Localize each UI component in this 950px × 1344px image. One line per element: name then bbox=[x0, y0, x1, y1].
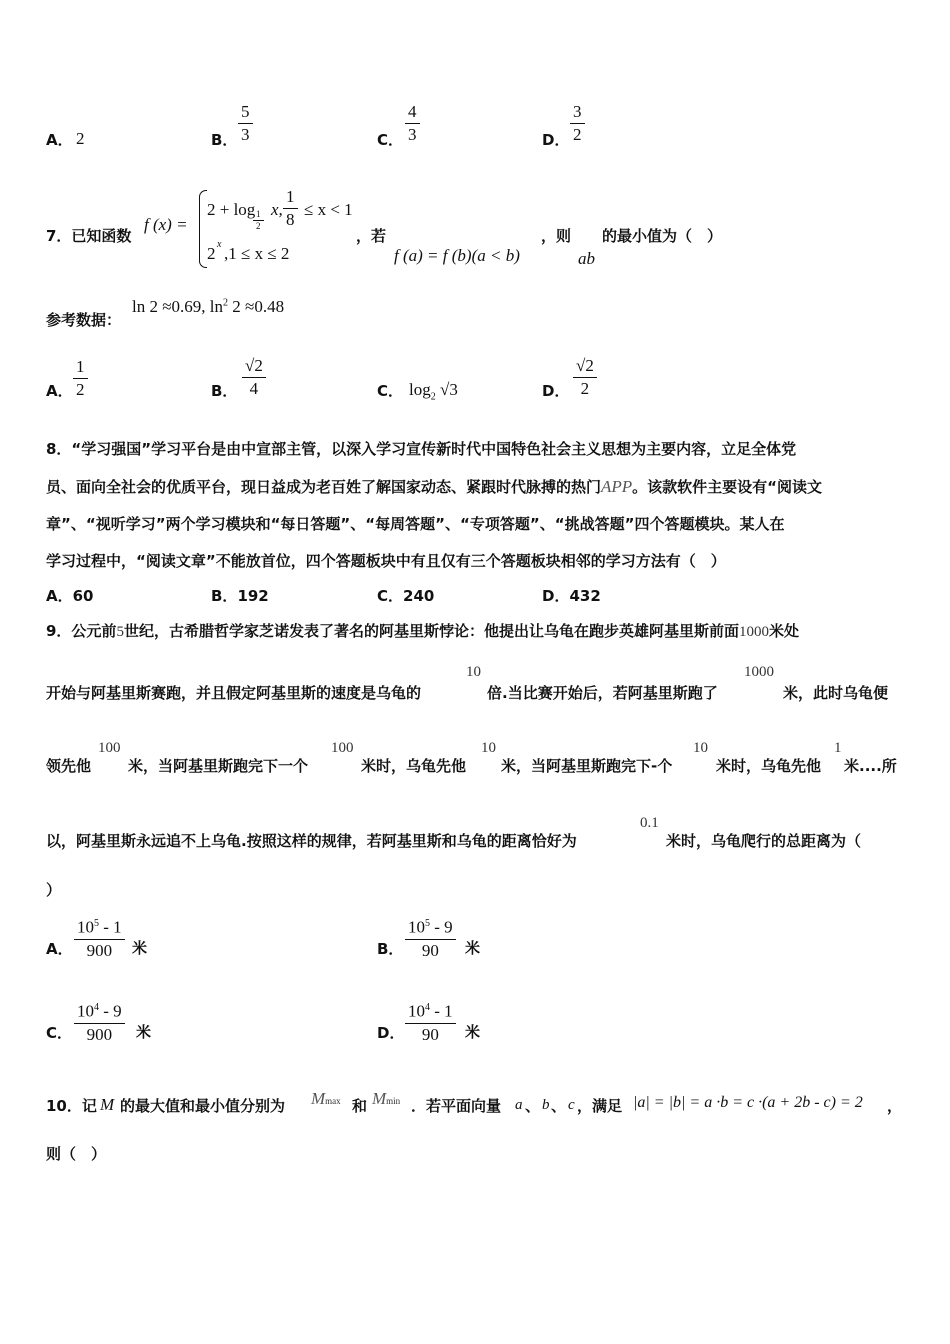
option-label: D． bbox=[542, 131, 570, 149]
q7-tail: 的最小值为（ ） bbox=[602, 227, 723, 245]
q10-line2: 则（ ） bbox=[46, 1145, 107, 1163]
q7-case2-exp: x bbox=[217, 239, 222, 250]
q9-line5: ） bbox=[46, 881, 62, 899]
q8-option-b: B．192 bbox=[211, 587, 269, 605]
q10-comma: ， bbox=[887, 1097, 903, 1115]
q7-ref-label: 参考数据： bbox=[46, 311, 122, 329]
q10-and: 和 bbox=[352, 1097, 368, 1115]
q8-option-c: C．240 bbox=[377, 587, 435, 605]
vector-a: a bbox=[515, 1097, 523, 1113]
vector-c: c bbox=[568, 1097, 575, 1113]
separator: 、 bbox=[525, 1097, 541, 1115]
q9-line2-a: 开始与阿基里斯赛跑，并且假定阿基里斯的速度是乌龟的 bbox=[46, 684, 422, 702]
q7-text-start: 7．已知函数 bbox=[46, 227, 132, 245]
q7-ab: ab bbox=[578, 249, 595, 268]
q9-line2-b: 倍.当比赛开始后，若阿基里斯跑了 bbox=[487, 684, 718, 702]
option-label: D． bbox=[542, 382, 570, 400]
fraction: $\frac{3}{2}$ bbox=[570, 102, 585, 145]
option-value: 2 bbox=[76, 129, 85, 148]
option-label: D． bbox=[377, 1024, 405, 1042]
log-expression: $\log_2 √3$ bbox=[409, 380, 458, 403]
case1-fraction: $\frac{1}{8}$ bbox=[283, 187, 298, 230]
q9-line1: 9．公元前5世纪，古希腊哲学家芝诺发表了著名的阿基里斯悖论：他提出让乌龟在跑步英雄阿基里斯前面1000米处 bbox=[46, 622, 799, 640]
q9-line2-c: 米，此时乌龟便 bbox=[783, 684, 889, 702]
q9-line3-c: 米时，乌龟先他 bbox=[361, 757, 467, 775]
q10-Mmin: Mmin bbox=[372, 1089, 401, 1108]
q9-number: 10 bbox=[481, 740, 496, 756]
piecewise-brace bbox=[199, 190, 207, 268]
q9-line4-b: 米时，乌龟爬行的总距离为（ bbox=[666, 832, 862, 850]
q9-number: 0.1 bbox=[640, 815, 659, 831]
fraction: $\frac{4}{3}$ bbox=[405, 102, 420, 145]
q9-number: 100 bbox=[331, 740, 354, 756]
q9-line3-f: 米....所 bbox=[844, 757, 897, 775]
q7-condition: f (a) = f (b)(a < b) bbox=[394, 246, 520, 265]
option-label: C． bbox=[46, 1024, 73, 1042]
q7-case1-b: x, bbox=[271, 200, 283, 219]
q9-line3-b: 米，当阿基里斯跑完下一个 bbox=[128, 757, 309, 775]
q9-line4-a: 以，阿基里斯永远追不上乌龟.按照这样的规律，若阿基里斯和乌龟的距离恰好为 bbox=[46, 832, 577, 850]
fraction: $\frac{√2}{4}$ bbox=[242, 356, 266, 399]
q10-satisfy: ，满足 bbox=[577, 1097, 623, 1115]
option-label: C． bbox=[377, 131, 404, 149]
q9-line3-d: 米，当阿基里斯跑完下-个 bbox=[501, 757, 673, 775]
q9-number: 10 bbox=[693, 740, 708, 756]
q7-if: ，若 bbox=[356, 227, 387, 245]
option-label: A． bbox=[46, 382, 73, 400]
fraction: $\frac{10^5 - 9}{90}$ bbox=[405, 914, 456, 961]
q9-number: 10 bbox=[466, 664, 481, 680]
unit: 米 bbox=[465, 1023, 481, 1041]
option-label: C． bbox=[377, 382, 404, 400]
q7-ref-value: ln 2 ≈0.69, $\ln^2 2 \approx 0.48$ bbox=[132, 297, 285, 316]
option-label: A． bbox=[46, 131, 73, 149]
q8-option-d: D．432 bbox=[542, 587, 601, 605]
option-label: B． bbox=[377, 940, 404, 958]
fraction: $\frac{10^5 - 1}{900}$ bbox=[74, 914, 125, 961]
fraction: $\frac{1}{2}$ bbox=[73, 357, 88, 400]
q10-equation: |a| = |b| = a ·b = c ·(a + 2b - c) = 2 bbox=[633, 1094, 863, 1111]
q9-number: 1000 bbox=[744, 664, 774, 680]
option-label: B． bbox=[211, 131, 238, 149]
q7-case2-b: ,1 ≤ x ≤ 2 bbox=[224, 244, 290, 263]
unit: 米 bbox=[132, 939, 148, 957]
q8-option-a: A．60 bbox=[46, 587, 94, 605]
unit: 米 bbox=[136, 1023, 152, 1041]
q7-case1-c: ≤ x < 1 bbox=[304, 200, 353, 219]
fraction: $\frac{10^4 - 1}{90}$ bbox=[405, 998, 456, 1045]
fraction: $\frac{10^4 - 9}{900}$ bbox=[74, 998, 125, 1045]
q8-line2: 员、面向全社会的优质平台，现日益成为老百姓了解国家动态、紧跟时代脉搏的热门APP。该款软件主要设有“阅读文 bbox=[46, 477, 823, 496]
fraction: $\frac{5}{3}$ bbox=[238, 102, 253, 145]
q7-fx: f (x) = bbox=[144, 215, 188, 234]
q9-line3-a: 领先他 bbox=[46, 757, 92, 775]
separator: 、 bbox=[551, 1097, 567, 1115]
q8-line1: 8．“学习强国”学习平台是由中宣部主管，以深入学习宣传新时代中国特色社会主义思想为主要内容，立足全体党 bbox=[46, 440, 797, 458]
q9-number: 100 bbox=[98, 740, 121, 756]
option-label: B． bbox=[211, 382, 238, 400]
q9-number: 1 bbox=[834, 740, 842, 756]
vector-b: b bbox=[542, 1097, 550, 1113]
q10-start: 10．记 bbox=[46, 1097, 97, 1115]
q7-case2-a: 2 bbox=[207, 244, 216, 263]
option-label: A． bbox=[46, 940, 73, 958]
q10-M: M bbox=[100, 1095, 115, 1114]
log-base-fraction: $\frac{1}{2}$ bbox=[253, 210, 264, 231]
q8-line3: 章”、“视听学习”两个学习模块和“每日答题”、“每周答题”、“专项答题”、“挑战答题”四个答题模块。某人在 bbox=[46, 515, 785, 533]
q7-then: ，则 bbox=[541, 227, 572, 245]
q7-case1-a: 2 + log bbox=[207, 200, 256, 219]
q8-line4: 学习过程中，“阅读文章”不能放首位，四个答题板块中有且仅有三个答题板块相邻的学习方法有（ ） bbox=[46, 552, 726, 570]
q10-text2: ．若平面向量 bbox=[411, 1097, 502, 1115]
q10-text: 的最大值和最小值分别为 bbox=[120, 1097, 286, 1115]
fraction: $\frac{√2}{2}$ bbox=[573, 356, 597, 399]
unit: 米 bbox=[465, 939, 481, 957]
q10-Mmax: Mmax bbox=[311, 1089, 341, 1108]
q9-line3-e: 米时，乌龟先他 bbox=[716, 757, 822, 775]
